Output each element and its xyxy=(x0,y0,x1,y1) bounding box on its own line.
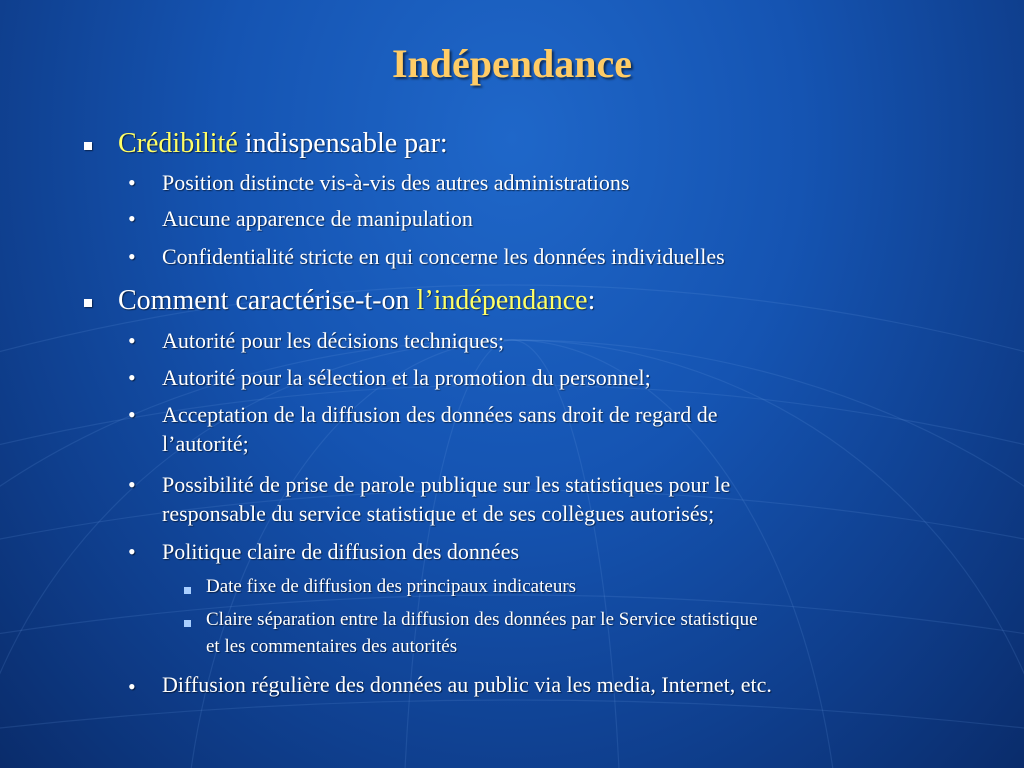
list-item: Autorité pour les décisions techniques; xyxy=(162,328,505,353)
slide-title: Indépendance xyxy=(391,41,633,86)
bullet-dot-icon: • xyxy=(128,472,136,497)
list-item: Diffusion régulière des données au public via les media, Internet, etc. xyxy=(162,672,772,697)
list-item: Aucune apparence de manipulation xyxy=(162,206,473,231)
bullet-square-icon xyxy=(84,142,92,150)
list-item: Possibilité de prise de parole publique sur les statistiques pour le xyxy=(162,472,731,497)
sub-list-item: Claire séparation entre la diffusion des données par le Service statistique xyxy=(206,609,758,630)
bullet-dot-icon: • xyxy=(128,328,136,353)
bullet-dot-icon: • xyxy=(128,365,136,390)
list-item-continuation: l’autorité; xyxy=(162,431,249,456)
section2-heading xyxy=(118,284,595,318)
section1-heading xyxy=(118,127,448,161)
bullet-dot-icon: • xyxy=(128,206,136,231)
sub-list-item-continuation: et les commentaires des autorités xyxy=(206,636,458,657)
bullet-dot-icon: • xyxy=(128,244,136,269)
bullet-dot-icon: • xyxy=(128,170,136,195)
bullet-dot-icon: • xyxy=(128,402,136,427)
section2-accent: l’indépendance xyxy=(416,285,588,316)
bullet-dot-icon: • xyxy=(128,674,136,699)
sub-list-item: Date fixe de diffusion des principaux indicateurs xyxy=(206,576,577,597)
bullet-dot-icon: • xyxy=(128,539,136,564)
list-item: Politique claire de diffusion des données xyxy=(162,539,520,564)
list-item: Confidentialité stricte en qui concerne les données individuelles xyxy=(162,244,725,269)
section2-suffix: : xyxy=(587,285,596,316)
list-item: Position distincte vis-à-vis des autres administrations xyxy=(162,170,630,195)
section1-rest: indispensable par: xyxy=(237,128,448,159)
list-item-continuation: responsable du service statistique et de ses collègues autorisés; xyxy=(162,501,715,526)
section1-accent: Crédibilité xyxy=(118,128,238,159)
bullet-square-icon xyxy=(184,587,191,594)
bullet-square-icon xyxy=(84,299,92,307)
list-item: Autorité pour la sélection et la promotion du personnel; xyxy=(162,365,651,390)
section2-prefix: Comment caractérise-t-on xyxy=(118,285,417,316)
list-item: Acceptation de la diffusion des données sans droit de regard de xyxy=(162,402,718,427)
bullet-square-icon xyxy=(184,620,191,627)
